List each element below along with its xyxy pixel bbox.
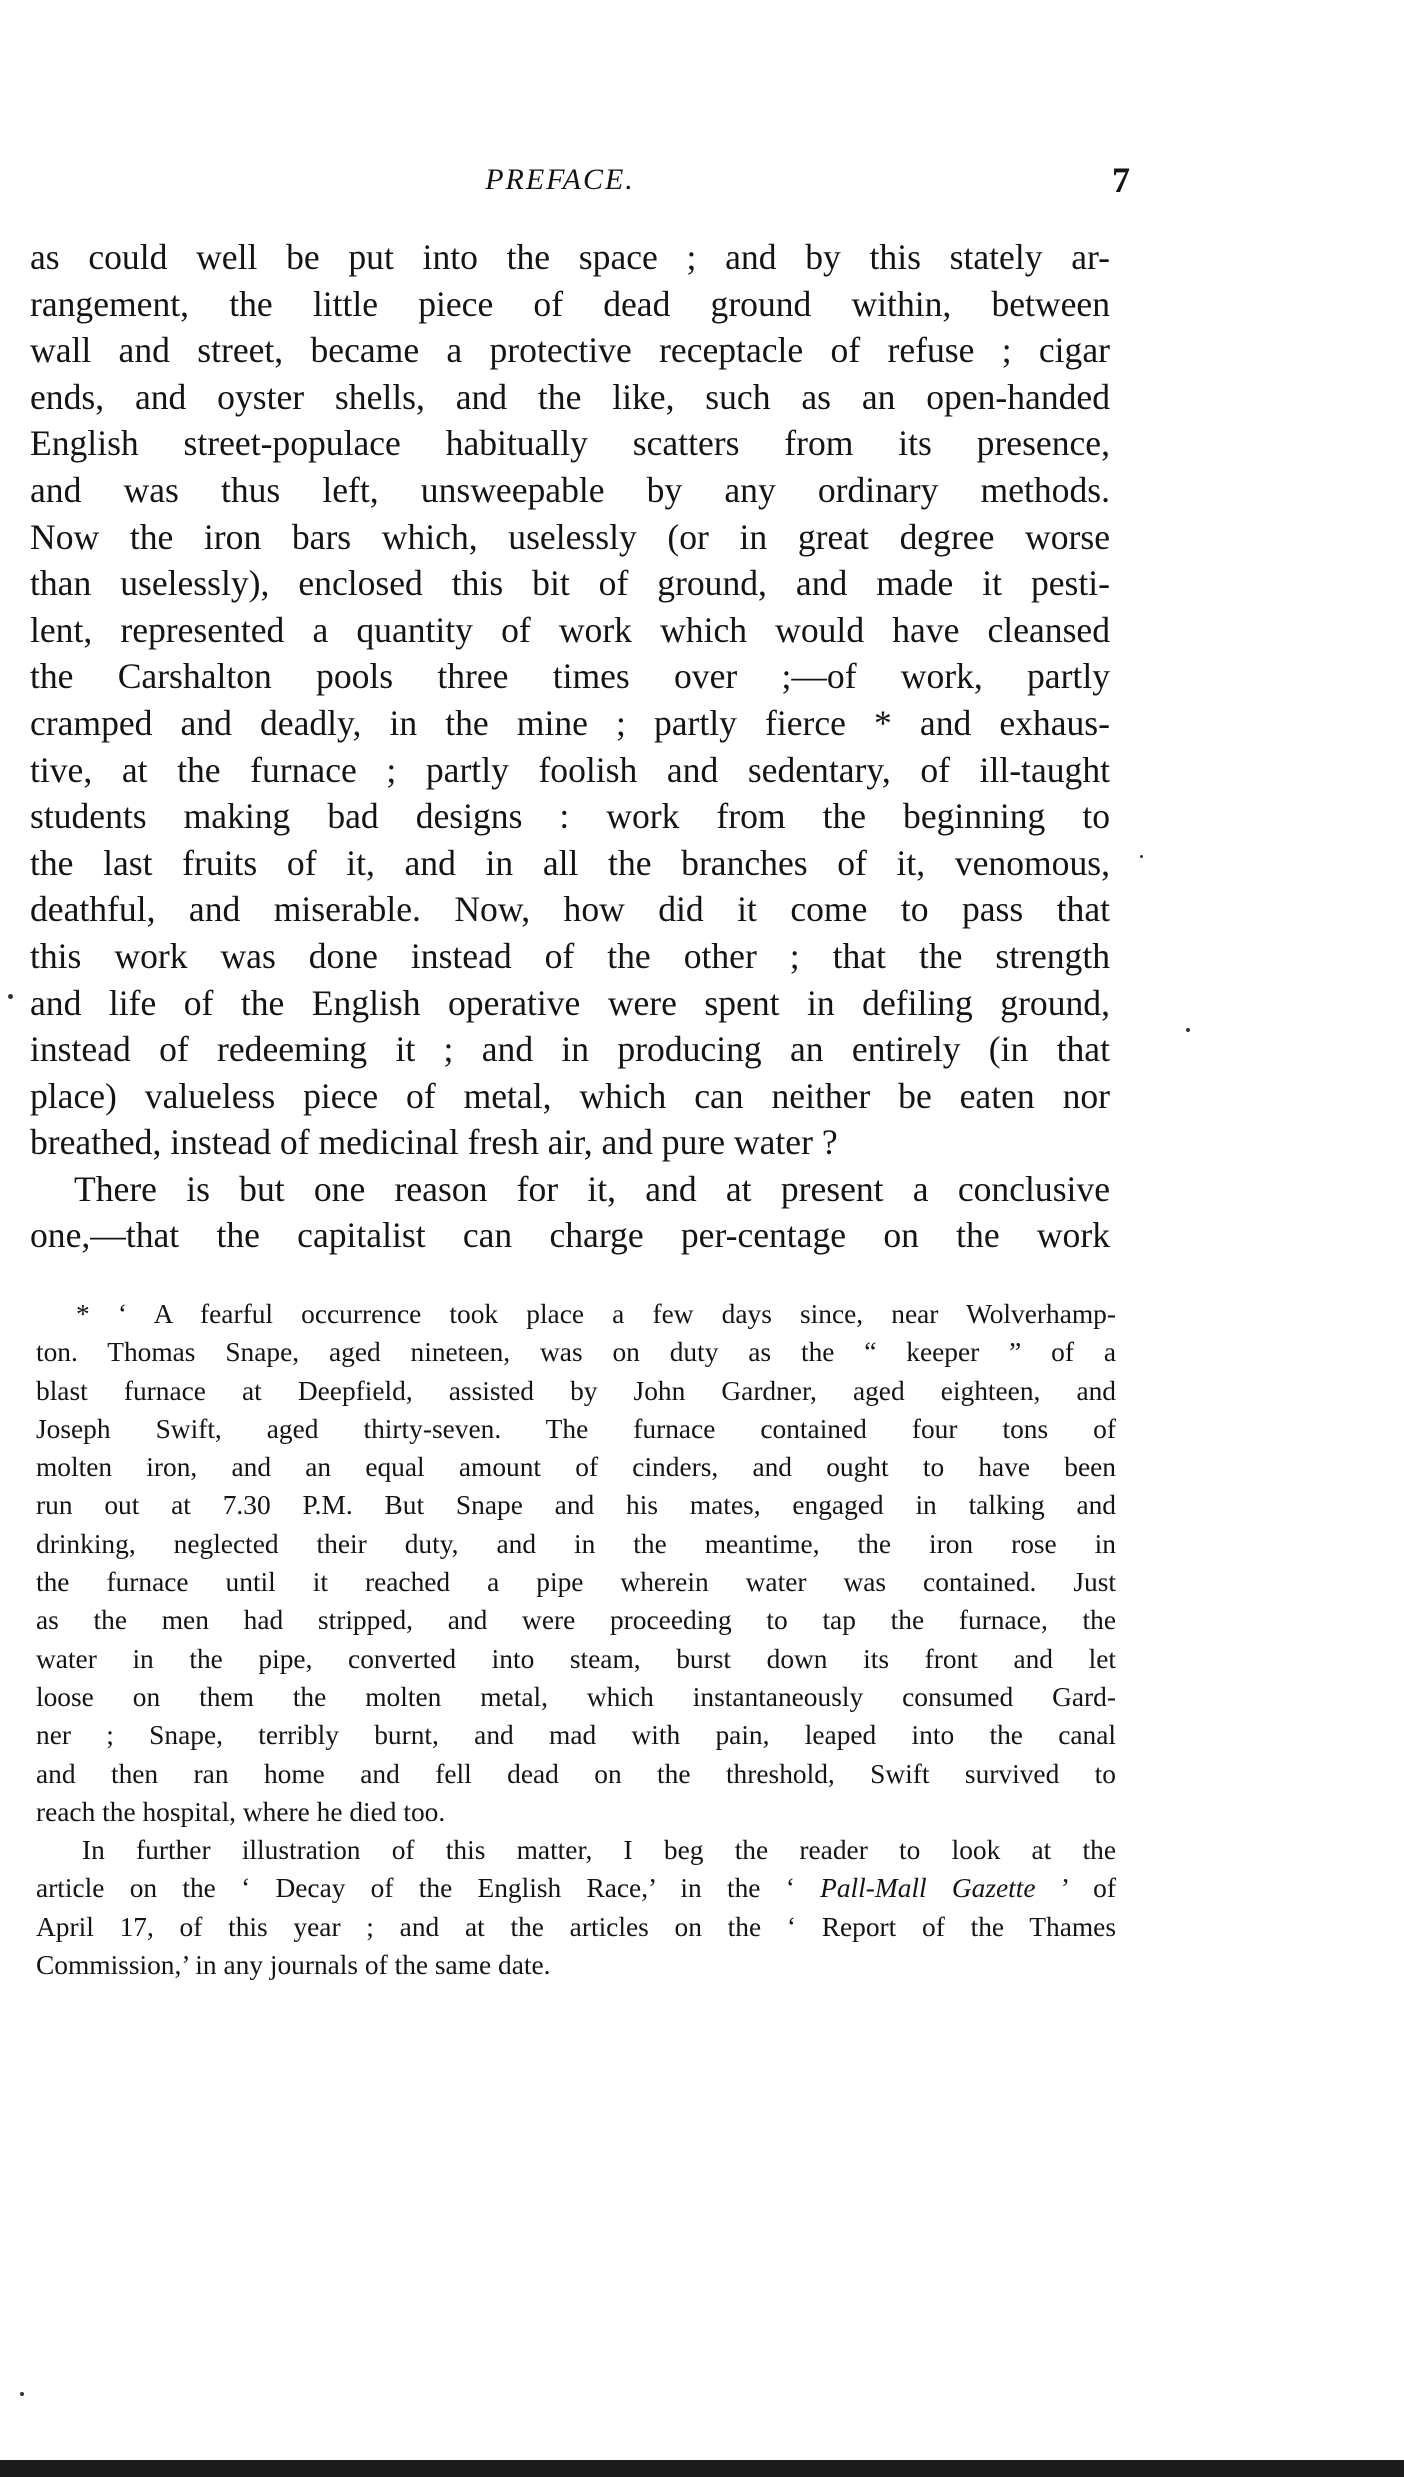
footnote-line: ton. Thomas Snape, aged nineteen, was on duty as the “ keeper ” of a xyxy=(36,1337,1116,1368)
body-line: instead of redeeming it ; and in producing an entirely (in that xyxy=(30,1029,1110,1070)
footnote xyxy=(36,1295,1116,1984)
footnote-line: Joseph Swift, aged thirty-seven. The furnace contained four tons of xyxy=(36,1413,1116,1444)
ink-speck xyxy=(8,994,13,999)
gazette-title: Pall-Mall Gazette xyxy=(820,1873,1036,1904)
body-line: tive, at the furnace ; partly foolish and sedentary, of ill-taught xyxy=(30,749,1110,790)
body-line: cramped and deadly, in the mine ; partly fierce * and exhaus- xyxy=(30,702,1110,743)
body-line: and life of the English operative were spent in defiling ground, xyxy=(30,982,1110,1023)
body-line: deathful, and miserable. Now, how did it come to pass that xyxy=(30,889,1110,930)
ink-speck xyxy=(20,2392,24,2396)
body-line: as could well be put into the space ; and by this stately ar- xyxy=(30,237,1110,277)
ink-speck xyxy=(1140,855,1143,858)
body-line: and was thus left, unsweepable by any ordinary methods. xyxy=(30,469,1110,510)
body-line: Now the iron bars which, uselessly (or in great degree worse xyxy=(30,516,1110,557)
body-line: one,—that the capitalist can charge per-centage on the work xyxy=(30,1215,1110,1256)
footnote-line: the furnace until it reached a pipe wherein water was contained. Just xyxy=(36,1567,1116,1598)
footnote-line: water in the pipe, converted into steam, burst down its front and let xyxy=(36,1643,1116,1674)
body-line: ends, and oyster shells, and the like, such as an open-handed xyxy=(30,376,1110,417)
body-line: wall and street, became a protective receptacle of refuse ; cigar xyxy=(30,330,1110,371)
footnote-line: ner ; Snape, terribly burnt, and mad with pain, leaped into the canal xyxy=(36,1720,1116,1751)
footnote-line: drinking, neglected their duty, and in the meantime, the iron rose in xyxy=(36,1528,1116,1559)
footnote-line: run out at 7.30 P.M. But Snape and his mates, engaged in talking and xyxy=(36,1490,1116,1521)
footnote-line: molten iron, and an equal amount of cinders, and ought to have been xyxy=(36,1452,1116,1483)
footnote-line: blast furnace at Deepfield, assisted by John Gardner, aged eighteen, and xyxy=(36,1375,1116,1406)
body-line: There is but one reason for it, and at present a conclusive xyxy=(74,1168,1110,1209)
running-header xyxy=(30,158,1130,202)
footnote-line: April 17, of this year ; and at the articles on the ‘ Report of the Thames xyxy=(36,1911,1116,1942)
footnote-text: ’ of xyxy=(1035,1873,1116,1904)
footnote-line: reach the hospital, where he died too. xyxy=(36,1796,446,1827)
body-line: lent, represented a quantity of work which would have cleansed xyxy=(30,609,1110,650)
ink-speck xyxy=(1186,1028,1190,1032)
running-title: PREFACE. xyxy=(485,163,635,196)
footnote-line: as the men had stripped, and were proceeding to tap the furnace, the xyxy=(36,1605,1116,1636)
body-line: this work was done instead of the other ; that the strength xyxy=(30,935,1110,976)
body-line: rangement, the little piece of dead ground within, between xyxy=(30,283,1110,324)
footnote-line: * ‘ A fearful occurrence took place a few days since, near Wolverhamp- xyxy=(76,1299,1116,1329)
body-line: the Carshalton pools three times over ;—of work, partly xyxy=(30,656,1110,697)
body-line: the last fruits of it, and in all the branches of it, venomous, xyxy=(30,842,1110,883)
body-line: English street-populace habitually scatters from its presence, xyxy=(30,423,1110,464)
body-text xyxy=(30,234,1110,1259)
body-line: breathed, instead of medicinal fresh air, and pure water ? xyxy=(30,1122,838,1163)
page-bottom-edge xyxy=(0,2460,1404,2477)
body-line: students making bad designs : work from the beginning to xyxy=(30,796,1110,837)
body-line: than uselessly), enclosed this bit of ground, and made it pesti- xyxy=(30,563,1110,604)
footnote-line: Commission,’ in any journals of the same date. xyxy=(36,1950,551,1981)
page-number: 7 xyxy=(1112,160,1130,200)
footnote-line: In further illustration of this matter, I beg the reader to look at the xyxy=(82,1835,1116,1866)
footnote-line: and then ran home and fell dead on the threshold, Swift survived to xyxy=(36,1758,1116,1789)
footnote-text: article on the ‘ Decay of the English Race,’ in the ‘ xyxy=(36,1873,821,1904)
footnote-line-with-italic xyxy=(36,1869,1116,1907)
body-line: place) valueless piece of metal, which can neither be eaten nor xyxy=(30,1075,1110,1116)
footnote-line: loose on them the molten metal, which instantaneously consumed Gard- xyxy=(36,1681,1116,1712)
